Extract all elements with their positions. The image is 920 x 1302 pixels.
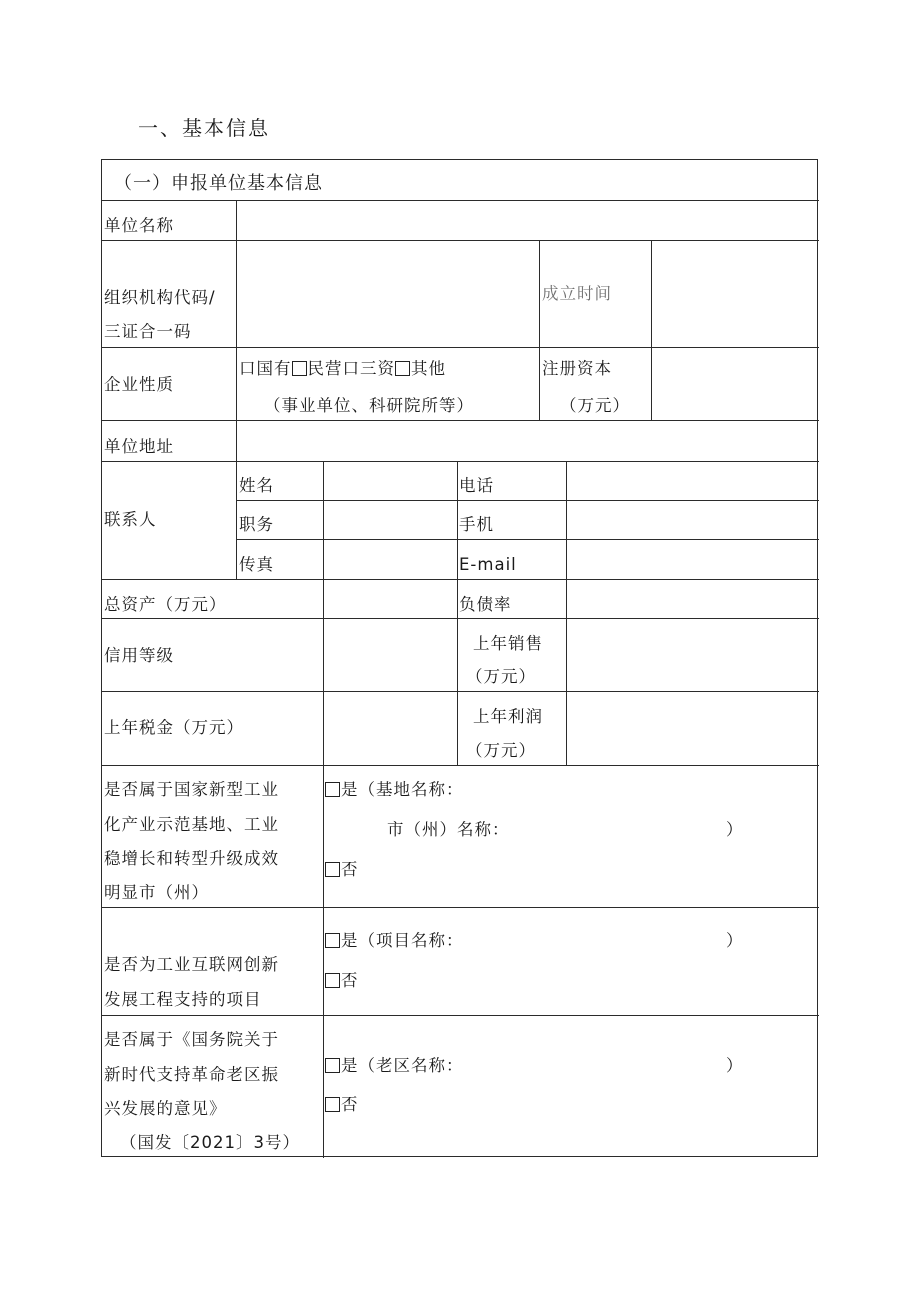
col-divider: [651, 240, 652, 421]
checkbox-other[interactable]: [395, 361, 410, 376]
q2-close-paren: ）: [726, 931, 744, 950]
q1-no-option: 否: [325, 860, 359, 880]
tax-label: 上年税金（万元）: [104, 718, 244, 737]
q2-yes-option: 是（项目名称：: [325, 931, 464, 951]
fax-label: 传真: [239, 555, 274, 574]
contact-label: 联系人: [104, 510, 157, 529]
q3-no-checkbox[interactable]: [325, 1097, 340, 1112]
basic-info-form: [101, 159, 818, 1157]
profit-input[interactable]: [568, 693, 817, 764]
row-divider: [102, 579, 819, 580]
phone-input[interactable]: [568, 463, 817, 499]
debt-ratio-input[interactable]: [568, 581, 817, 617]
profit-label-line1: 上年利润: [473, 707, 543, 726]
checkbox-joint-venture[interactable]: 口三资: [342, 359, 395, 378]
q2-no-option: 否: [325, 971, 359, 991]
q2-label-line2: 发展工程支持的项目: [104, 990, 262, 1009]
row-divider: [102, 691, 819, 692]
row-divider: [102, 907, 819, 908]
established-input[interactable]: [653, 242, 817, 346]
position-label: 职务: [239, 515, 274, 534]
address-input[interactable]: [238, 422, 817, 460]
page-heading: 一、基本信息: [138, 116, 270, 140]
section-title: （一）申报单位基本信息: [114, 173, 323, 194]
nature-options: 口国有 民营口三资 其他: [239, 359, 446, 378]
unit-name-input[interactable]: [238, 202, 817, 239]
q1-no-checkbox[interactable]: [325, 862, 340, 877]
profit-label-line2: （万元）: [466, 741, 536, 760]
row-divider: [102, 765, 819, 766]
row-divider: [102, 200, 819, 201]
q3-close-paren: ）: [726, 1056, 744, 1075]
checkbox-state-owned[interactable]: 口国有: [239, 359, 292, 378]
q1-yes-checkbox[interactable]: [325, 782, 340, 797]
col-divider: [566, 461, 567, 765]
q3-yes-option: 是（老区名称：: [325, 1056, 464, 1076]
q3-label-line1: 是否属于《国务院关于: [104, 1030, 279, 1049]
mobile-input[interactable]: [568, 502, 817, 538]
sales-label-line2: （万元）: [466, 667, 536, 686]
row-divider: [102, 420, 819, 421]
col-divider: [236, 200, 237, 461]
row-divider: [102, 240, 819, 241]
q3-label-line4: （国发〔2021〕3号）: [120, 1133, 300, 1152]
nature-note: （事业单位、科研院所等）: [264, 396, 474, 415]
sales-label-line1: 上年销售: [473, 634, 543, 653]
unit-name-label: 单位名称: [104, 216, 174, 235]
address-label: 单位地址: [104, 437, 174, 456]
org-code-label-line1: 组织机构代码/: [104, 288, 216, 307]
org-code-label-line2: 三证合一码: [104, 322, 192, 341]
col-divider: [323, 461, 324, 765]
q3-no-option: 否: [325, 1095, 359, 1115]
q1-close-paren: ）: [726, 820, 744, 839]
q1-label-line4: 明显市（州）: [104, 883, 209, 902]
q1-label-line2: 化产业示范基地、工业: [104, 815, 279, 834]
q2-yes-checkbox[interactable]: [325, 933, 340, 948]
row-divider: [102, 618, 819, 619]
col-divider: [323, 765, 324, 1158]
q2-no-checkbox[interactable]: [325, 973, 340, 988]
total-assets-label: 总资产（万元）: [104, 595, 227, 614]
row-divider: [102, 347, 819, 348]
q1-label-line3: 稳增长和转型升级成效: [104, 849, 279, 868]
reg-capital-label-line1: 注册资本: [542, 359, 612, 378]
credit-label: 信用等级: [104, 646, 174, 665]
col-divider: [236, 461, 237, 579]
q3-label-line2: 新时代支持革命老区振: [104, 1065, 279, 1084]
reg-capital-input[interactable]: [653, 349, 817, 419]
reg-capital-label-line2: （万元）: [560, 396, 630, 415]
debt-ratio-label: 负债率: [459, 595, 512, 614]
q3-label-line3: 兴发展的意见》: [104, 1099, 227, 1118]
col-divider: [539, 240, 540, 421]
sales-input[interactable]: [568, 620, 817, 690]
col-divider: [457, 461, 458, 765]
email-input[interactable]: [568, 541, 817, 578]
fax-input[interactable]: [325, 541, 456, 578]
credit-input[interactable]: [325, 620, 456, 690]
total-assets-input[interactable]: [325, 581, 456, 617]
mobile-label: 手机: [459, 515, 494, 534]
q3-yes-checkbox[interactable]: [325, 1058, 340, 1073]
established-label: 成立时间: [542, 284, 612, 303]
phone-label: 电话: [459, 476, 494, 495]
q1-label-line1: 是否属于国家新型工业: [104, 780, 279, 799]
email-label: E-mail: [459, 555, 517, 574]
q2-label-line1: 是否为工业互联网创新: [104, 955, 279, 974]
contact-name-input[interactable]: [325, 463, 456, 499]
checkbox-private[interactable]: [292, 361, 307, 376]
q1-city-label: 市（州）名称：: [387, 820, 510, 839]
tax-input[interactable]: [325, 693, 456, 764]
enterprise-nature-label: 企业性质: [104, 375, 174, 394]
org-code-input[interactable]: [238, 242, 538, 346]
row-divider: [102, 461, 819, 462]
row-divider: [102, 1015, 819, 1016]
q1-yes-option: 是（基地名称：: [325, 780, 464, 800]
contact-name-label: 姓名: [239, 476, 274, 495]
position-input[interactable]: [325, 502, 456, 538]
